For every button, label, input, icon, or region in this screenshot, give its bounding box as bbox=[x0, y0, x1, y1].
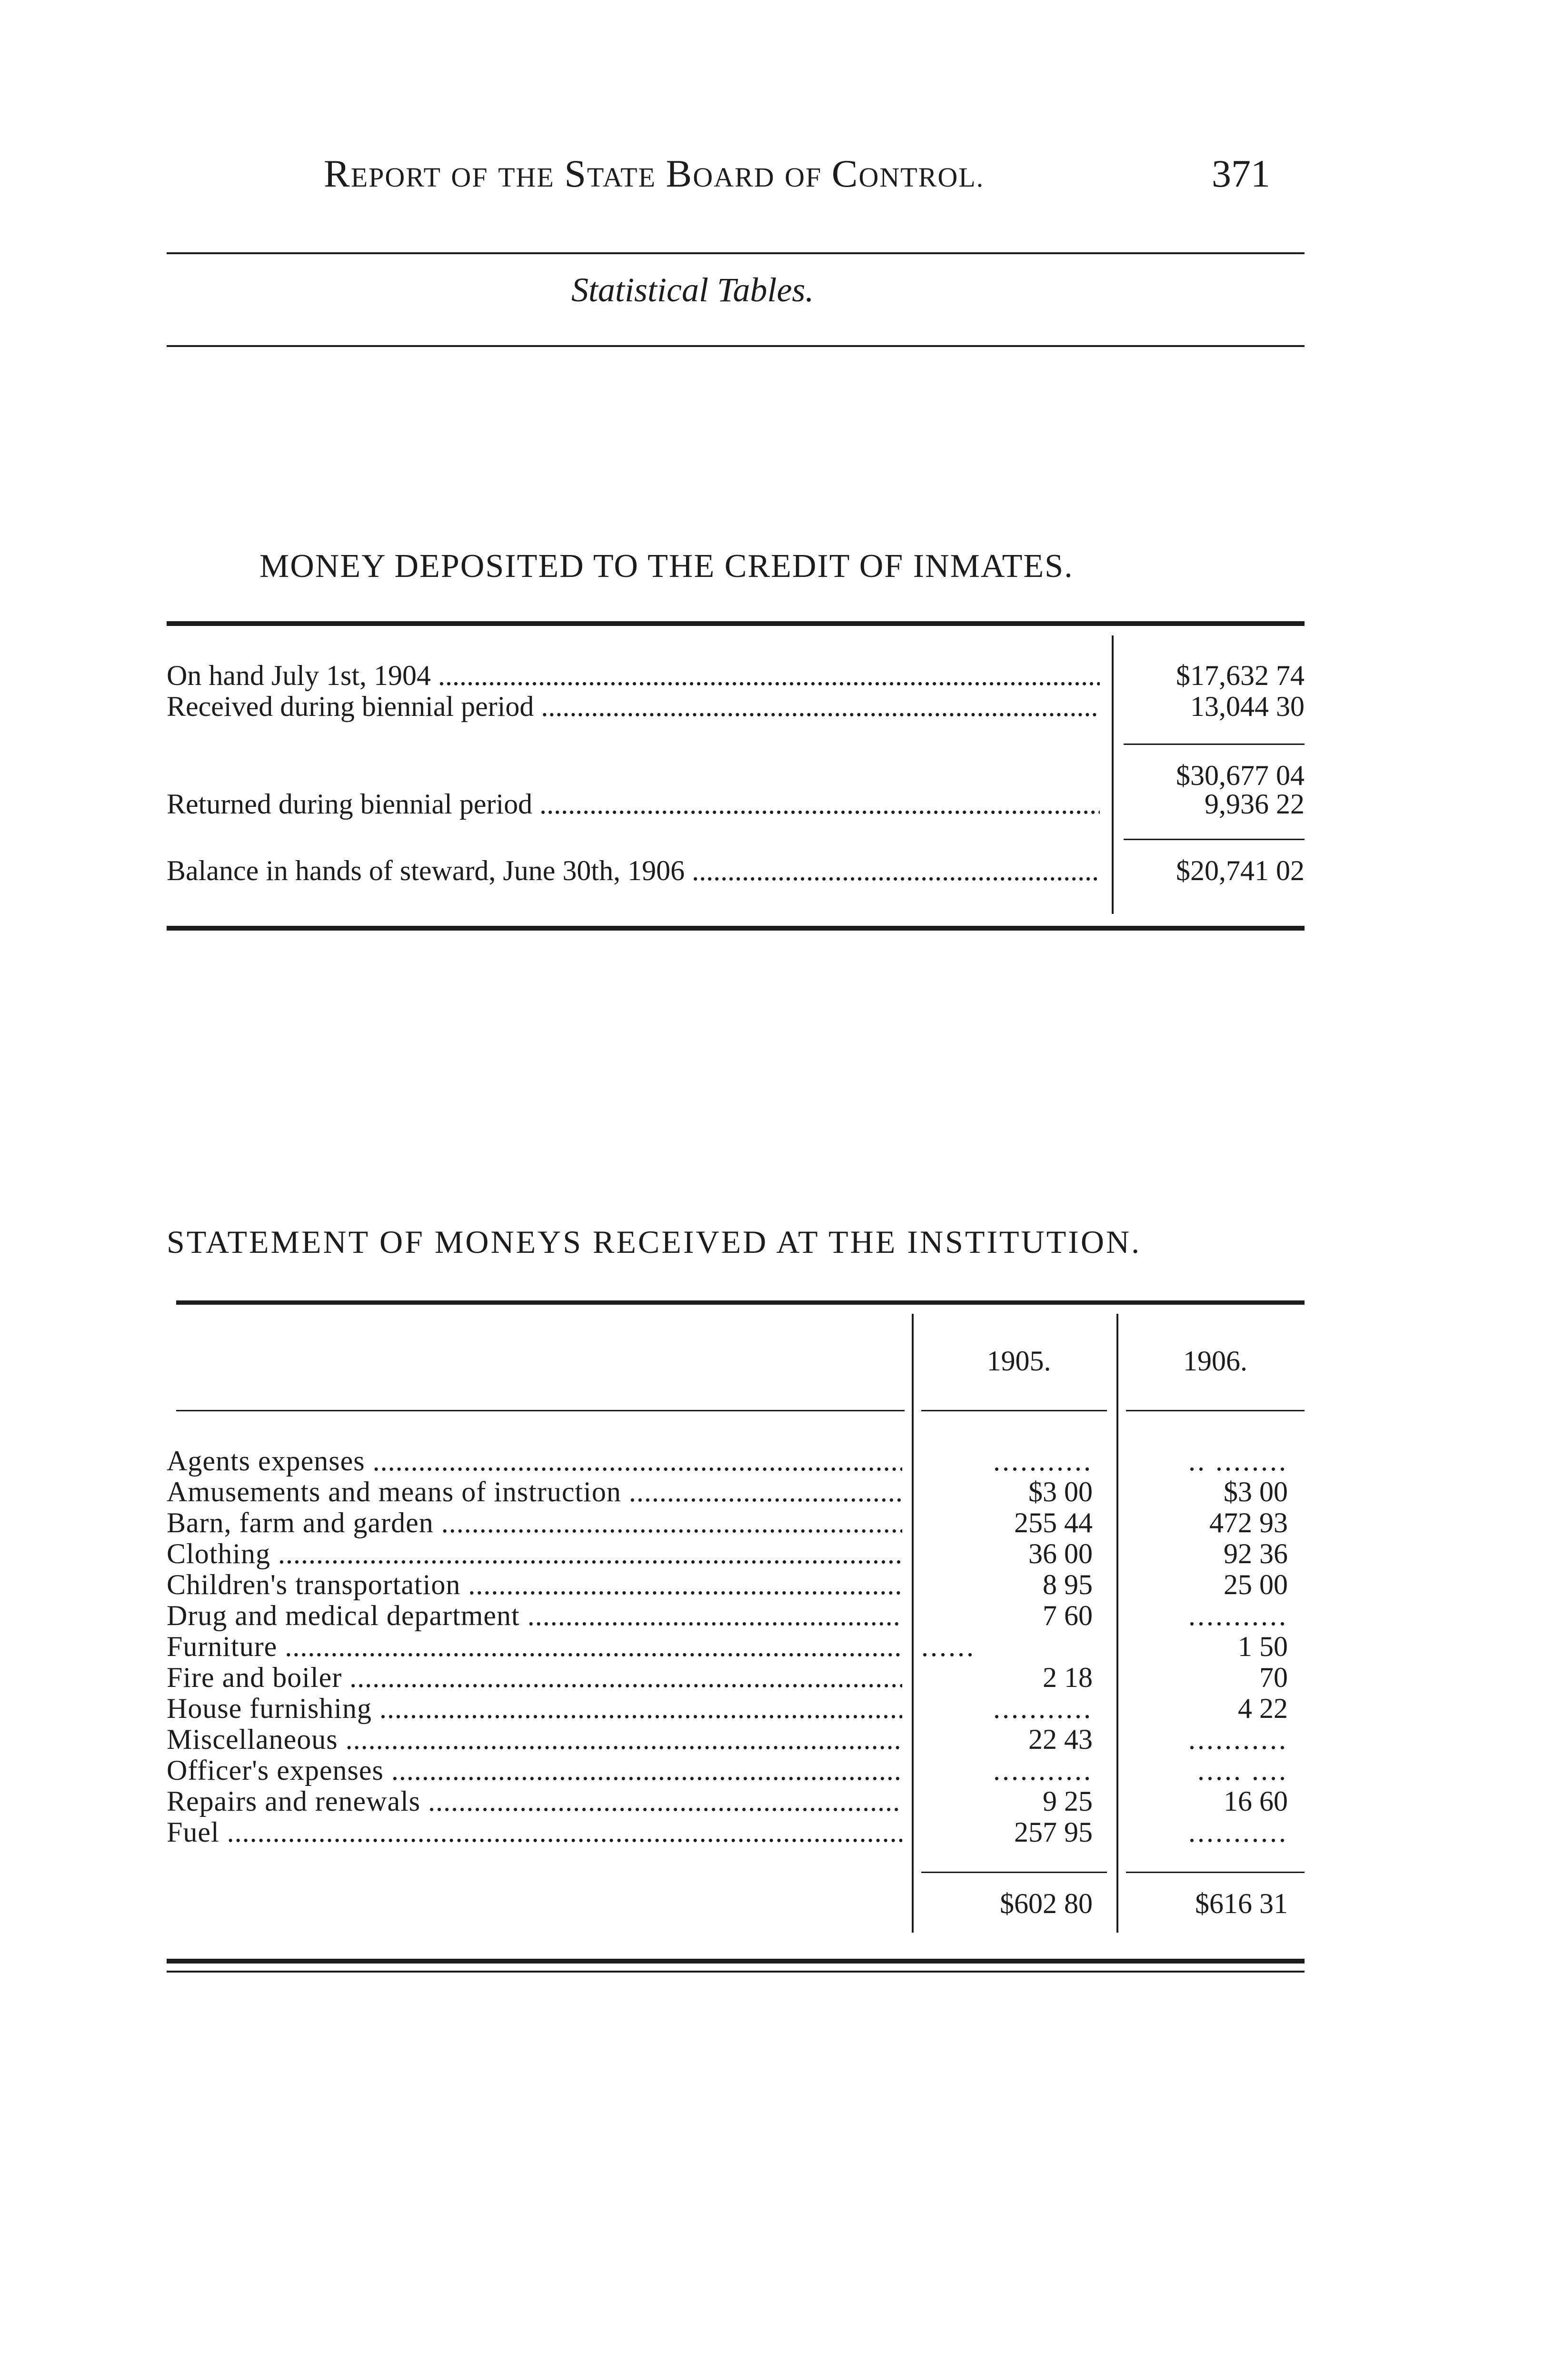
receipt-1906-value: 4 22 bbox=[1238, 1693, 1288, 1724]
deposit-row-label: On hand July 1st, 1904 ..... bbox=[167, 660, 1100, 691]
receipt-row-label bbox=[167, 1445, 902, 1478]
page-number: 371 bbox=[1212, 152, 1270, 195]
receipts-header-rule-1906 bbox=[1126, 1410, 1305, 1411]
receipt-1905-value: 257 95 bbox=[1014, 1816, 1093, 1848]
running-head-word: THE bbox=[498, 162, 555, 193]
receipt-total-1906: $616 31 bbox=[1195, 1888, 1288, 1919]
receipt-1905-value: 36 00 bbox=[1028, 1538, 1093, 1569]
receipt-row-label-text: Amusements and means of instruction ..... bbox=[167, 1476, 902, 1507]
receipt-row-label-text: Agents expenses ..... bbox=[167, 1445, 902, 1477]
receipt-row-label-text: Clothing ..... bbox=[167, 1538, 902, 1569]
receipt-1906-value: $3 00 bbox=[1224, 1476, 1288, 1507]
receipt-row-label-text: Fuel ..... bbox=[167, 1816, 902, 1848]
receipts-table-title: STATEMENT OF MONEYS RECEIVED AT THE INSTITUTION. bbox=[167, 1224, 1142, 1260]
receipt-row-label-text: Barn, farm and garden ..... bbox=[167, 1507, 902, 1538]
receipt-total-1905: $602 80 bbox=[1000, 1888, 1093, 1919]
deposit-row-label: Received during biennial period ..... bbox=[167, 691, 1100, 722]
running-head-word: REPORT bbox=[324, 152, 441, 195]
receipts-column-divider-1 bbox=[912, 1314, 914, 1933]
receipt-1905-blank: ........... bbox=[993, 1693, 1093, 1724]
receipt-row-label-text: Officer's expenses ..... bbox=[167, 1755, 902, 1786]
deposit-amount-received: 13,044 30 bbox=[1190, 691, 1305, 722]
column-header-1906: 1906. bbox=[1183, 1345, 1247, 1377]
receipt-row-label bbox=[167, 1661, 902, 1694]
receipts-total-rule-1906 bbox=[1126, 1872, 1305, 1873]
receipts-header-rule-1905 bbox=[921, 1410, 1107, 1411]
header-rule-top bbox=[167, 252, 1305, 254]
receipt-row-label bbox=[167, 1785, 902, 1818]
receipt-row-label bbox=[167, 1816, 902, 1849]
running-head bbox=[324, 151, 984, 196]
receipt-1906-blank: ........... bbox=[1188, 1816, 1288, 1848]
deposit-row-balance bbox=[167, 854, 1100, 887]
deposits-balance-rule bbox=[1124, 839, 1305, 840]
receipts-header-rule-labels bbox=[176, 1410, 905, 1411]
receipt-1905-blank: ........... bbox=[993, 1445, 1093, 1477]
receipt-1906-value: 1 50 bbox=[1238, 1631, 1288, 1662]
receipt-row-label bbox=[167, 1507, 902, 1539]
running-head-word: CONTROL. bbox=[831, 152, 985, 195]
receipt-row-label-text: Repairs and renewals ..... bbox=[167, 1785, 902, 1817]
receipt-1906-value: 472 93 bbox=[1209, 1507, 1288, 1538]
receipt-1905-value: 2 18 bbox=[1043, 1662, 1093, 1693]
receipt-1905-value: 8 95 bbox=[1043, 1569, 1093, 1600]
running-head-word: BOARD bbox=[666, 152, 775, 195]
column-header-1905: 1905. bbox=[986, 1345, 1051, 1377]
receipt-row-label bbox=[167, 1754, 902, 1787]
deposit-amount-balance: $20,741 02 bbox=[1176, 855, 1305, 886]
deposit-subtotal: $30,677 04 bbox=[1176, 760, 1305, 791]
receipt-1905-value: 7 60 bbox=[1043, 1600, 1093, 1631]
deposit-row-received bbox=[167, 690, 1100, 723]
receipt-row-label-text: House furnishing ..... bbox=[167, 1693, 902, 1724]
receipt-row-label bbox=[167, 1537, 902, 1570]
receipt-row-label-text: Children's transportation ..... bbox=[167, 1569, 902, 1600]
receipts-table-bottom-rule-thin bbox=[167, 1971, 1305, 1973]
receipt-1905-value: 22 43 bbox=[1028, 1724, 1093, 1755]
deposit-amount-returned: 9,936 22 bbox=[1205, 788, 1305, 820]
deposits-subtotal-rule bbox=[1124, 744, 1305, 745]
deposits-table-bottom-rule bbox=[167, 926, 1305, 931]
receipt-1905-value: $3 00 bbox=[1028, 1476, 1093, 1507]
receipts-table-bottom-rule bbox=[167, 1959, 1305, 1964]
receipt-row-label bbox=[167, 1568, 902, 1601]
receipt-1906-blank: ........... bbox=[1188, 1724, 1288, 1755]
deposit-row-returned bbox=[167, 788, 1100, 821]
receipt-row-label-text: Furniture ..... bbox=[167, 1631, 902, 1662]
receipt-1906-blank: .. ........ bbox=[1188, 1445, 1288, 1477]
running-head-word: OF bbox=[451, 162, 488, 193]
receipt-row-label bbox=[167, 1630, 902, 1663]
receipt-1905-blank: ...... bbox=[921, 1631, 976, 1662]
receipt-1906-value: 16 60 bbox=[1224, 1785, 1288, 1817]
deposits-table-title: MONEY DEPOSITED TO THE CREDIT OF INMATES. bbox=[259, 548, 1074, 585]
deposit-amount-on-hand: $17,632 74 bbox=[1176, 660, 1305, 691]
running-head-word: OF bbox=[785, 162, 822, 193]
header-rule-bottom bbox=[167, 345, 1305, 347]
deposit-row-label: Balance in hands of steward, June 30th, 1906 ..... bbox=[167, 855, 1100, 886]
receipt-1905-blank: ........... bbox=[993, 1755, 1093, 1786]
deposit-row-label: Returned during biennial period ..... bbox=[167, 788, 1100, 820]
deposits-column-divider bbox=[1112, 635, 1114, 914]
receipt-1905-value: 255 44 bbox=[1014, 1507, 1093, 1538]
receipt-row-label-text: Miscellaneous ..... bbox=[167, 1724, 902, 1755]
receipt-1906-value: 25 00 bbox=[1224, 1569, 1288, 1600]
receipt-1906-value: 70 bbox=[1259, 1662, 1288, 1693]
deposit-row-on-hand bbox=[167, 659, 1100, 692]
receipt-1906-value: 92 36 bbox=[1224, 1538, 1288, 1569]
receipt-1906-blank: ........... bbox=[1188, 1600, 1288, 1631]
deposits-table-top-rule bbox=[167, 621, 1305, 626]
receipt-row-label bbox=[167, 1723, 902, 1756]
receipt-row-label bbox=[167, 1599, 902, 1632]
receipt-row-label-text: Drug and medical department ..... bbox=[167, 1600, 902, 1631]
receipts-table-top-rule bbox=[176, 1300, 1305, 1305]
receipt-row-label bbox=[167, 1476, 902, 1508]
receipts-column-divider-2 bbox=[1116, 1314, 1118, 1933]
receipt-row-label-text: Fire and boiler ..... bbox=[167, 1662, 902, 1693]
subheading: Statistical Tables. bbox=[571, 271, 814, 309]
receipt-row-label bbox=[167, 1692, 902, 1725]
receipt-1906-blank: ..... .... bbox=[1197, 1755, 1288, 1786]
receipt-1905-value: 9 25 bbox=[1043, 1785, 1093, 1817]
receipts-total-rule-1905 bbox=[921, 1872, 1107, 1873]
running-head-word: STATE bbox=[564, 152, 657, 195]
